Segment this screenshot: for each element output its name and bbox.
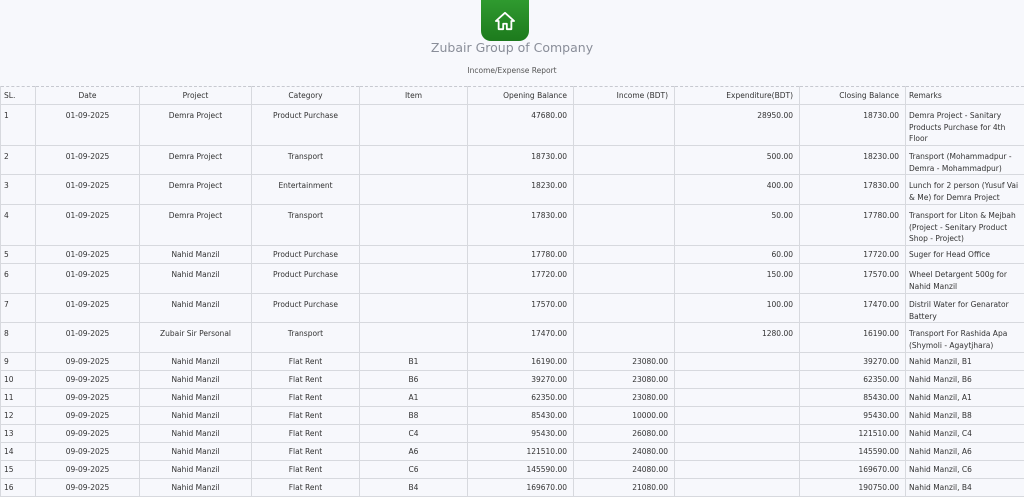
cell-date: 09-09-2025 bbox=[36, 443, 140, 461]
cell-sl: 9 bbox=[1, 353, 36, 371]
cell-sl: 7 bbox=[1, 294, 36, 323]
cell-sl: 2 bbox=[1, 146, 36, 175]
cell-closing-balance: 17830.00 bbox=[800, 175, 906, 205]
cell-closing-balance: 17570.00 bbox=[800, 264, 906, 294]
cell-category: Flat Rent bbox=[252, 479, 360, 497]
cell-sl: 12 bbox=[1, 407, 36, 425]
cell-remarks: Wheel Detargent 500g for Nahid Manzil bbox=[906, 264, 1024, 294]
cell-expenditure bbox=[675, 407, 800, 425]
cell-closing-balance: 17780.00 bbox=[800, 205, 906, 246]
cell-remarks: Transport for Liton & Mejbah (Project - Senitary Product Shop - Project) bbox=[906, 205, 1024, 246]
cell-project: Nahid Manzil bbox=[140, 353, 252, 371]
cell-income bbox=[574, 264, 675, 294]
col-header-item: Item bbox=[360, 87, 468, 105]
cell-project: Nahid Manzil bbox=[140, 294, 252, 323]
cell-item bbox=[360, 175, 468, 205]
cell-date: 01-09-2025 bbox=[36, 246, 140, 264]
cell-opening-balance: 18730.00 bbox=[468, 146, 574, 175]
cell-sl: 13 bbox=[1, 425, 36, 443]
col-header-project: Project bbox=[140, 87, 252, 105]
cell-category: Product Purchase bbox=[252, 264, 360, 294]
cell-item bbox=[360, 105, 468, 146]
cell-item bbox=[360, 264, 468, 294]
cell-project: Nahid Manzil bbox=[140, 479, 252, 497]
col-header-date: Date bbox=[36, 87, 140, 105]
report-title: Income/Expense Report bbox=[0, 66, 1024, 75]
cell-project: Nahid Manzil bbox=[140, 246, 252, 264]
cell-remarks: Nahid Manzil, A6 bbox=[906, 443, 1024, 461]
cell-income bbox=[574, 205, 675, 246]
cell-category: Flat Rent bbox=[252, 443, 360, 461]
cell-expenditure: 28950.00 bbox=[675, 105, 800, 146]
table-header-row bbox=[1, 87, 1024, 105]
table-row bbox=[1, 264, 1024, 294]
cell-date: 09-09-2025 bbox=[36, 389, 140, 407]
cell-sl: 6 bbox=[1, 264, 36, 294]
cell-item: C4 bbox=[360, 425, 468, 443]
table-row bbox=[1, 246, 1024, 264]
table-row bbox=[1, 389, 1024, 407]
cell-closing-balance: 16190.00 bbox=[800, 323, 906, 353]
table-row bbox=[1, 407, 1024, 425]
report-header bbox=[0, 0, 1024, 86]
cell-closing-balance: 190750.00 bbox=[800, 479, 906, 497]
cell-expenditure: 150.00 bbox=[675, 264, 800, 294]
cell-expenditure bbox=[675, 353, 800, 371]
table-row bbox=[1, 425, 1024, 443]
cell-closing-balance: 95430.00 bbox=[800, 407, 906, 425]
cell-income: 23080.00 bbox=[574, 353, 675, 371]
cell-item bbox=[360, 294, 468, 323]
table-row bbox=[1, 175, 1024, 205]
cell-project: Nahid Manzil bbox=[140, 425, 252, 443]
cell-closing-balance: 85430.00 bbox=[800, 389, 906, 407]
table-row bbox=[1, 353, 1024, 371]
cell-item: B8 bbox=[360, 407, 468, 425]
cell-category: Flat Rent bbox=[252, 425, 360, 443]
cell-closing-balance: 121510.00 bbox=[800, 425, 906, 443]
cell-expenditure: 400.00 bbox=[675, 175, 800, 205]
cell-item bbox=[360, 146, 468, 175]
cell-opening-balance: 17470.00 bbox=[468, 323, 574, 353]
cell-remarks: Suger for Head Office bbox=[906, 246, 1024, 264]
cell-sl: 8 bbox=[1, 323, 36, 353]
cell-date: 01-09-2025 bbox=[36, 294, 140, 323]
cell-expenditure: 1280.00 bbox=[675, 323, 800, 353]
cell-project: Nahid Manzil bbox=[140, 389, 252, 407]
cell-closing-balance: 39270.00 bbox=[800, 353, 906, 371]
cell-sl: 10 bbox=[1, 371, 36, 389]
cell-income: 23080.00 bbox=[574, 371, 675, 389]
cell-income bbox=[574, 294, 675, 323]
cell-expenditure: 500.00 bbox=[675, 146, 800, 175]
cell-project: Zubair Sir Personal bbox=[140, 323, 252, 353]
cell-expenditure bbox=[675, 461, 800, 479]
cell-income bbox=[574, 105, 675, 146]
cell-category: Flat Rent bbox=[252, 353, 360, 371]
cell-item: C6 bbox=[360, 461, 468, 479]
cell-remarks: Nahid Manzil, B6 bbox=[906, 371, 1024, 389]
cell-category: Flat Rent bbox=[252, 461, 360, 479]
cell-opening-balance: 18230.00 bbox=[468, 175, 574, 205]
cell-remarks: Transport For Rashida Apa (Shymoli - Agaytjhara) bbox=[906, 323, 1024, 353]
company-name: Zubair Group of Company bbox=[0, 40, 1024, 55]
cell-project: Nahid Manzil bbox=[140, 461, 252, 479]
cell-remarks: Nahid Manzil, C4 bbox=[906, 425, 1024, 443]
home-icon bbox=[494, 11, 516, 31]
cell-remarks: Nahid Manzil, A1 bbox=[906, 389, 1024, 407]
cell-income: 10000.00 bbox=[574, 407, 675, 425]
cell-remarks: Nahid Manzil, C6 bbox=[906, 461, 1024, 479]
cell-item: A1 bbox=[360, 389, 468, 407]
cell-income: 26080.00 bbox=[574, 425, 675, 443]
cell-sl: 5 bbox=[1, 246, 36, 264]
cell-sl: 16 bbox=[1, 479, 36, 497]
cell-expenditure bbox=[675, 443, 800, 461]
cell-opening-balance: 39270.00 bbox=[468, 371, 574, 389]
col-header-remarks: Remarks bbox=[906, 87, 1024, 105]
cell-item: B6 bbox=[360, 371, 468, 389]
report-table bbox=[0, 86, 1024, 497]
table-row bbox=[1, 323, 1024, 353]
cell-closing-balance: 62350.00 bbox=[800, 371, 906, 389]
table-row bbox=[1, 205, 1024, 246]
cell-category: Product Purchase bbox=[252, 294, 360, 323]
cell-date: 01-09-2025 bbox=[36, 175, 140, 205]
cell-date: 01-09-2025 bbox=[36, 323, 140, 353]
cell-project: Demra Project bbox=[140, 105, 252, 146]
col-header-expenditure: Expenditure(BDT) bbox=[675, 87, 800, 105]
cell-opening-balance: 169670.00 bbox=[468, 479, 574, 497]
cell-date: 09-09-2025 bbox=[36, 425, 140, 443]
cell-opening-balance: 85430.00 bbox=[468, 407, 574, 425]
table-row bbox=[1, 294, 1024, 323]
cell-opening-balance: 62350.00 bbox=[468, 389, 574, 407]
col-header-income: Income (BDT) bbox=[574, 87, 675, 105]
cell-sl: 4 bbox=[1, 205, 36, 246]
cell-income: 21080.00 bbox=[574, 479, 675, 497]
cell-project: Demra Project bbox=[140, 146, 252, 175]
cell-opening-balance: 17720.00 bbox=[468, 264, 574, 294]
cell-closing-balance: 17470.00 bbox=[800, 294, 906, 323]
cell-opening-balance: 121510.00 bbox=[468, 443, 574, 461]
table-row bbox=[1, 146, 1024, 175]
cell-opening-balance: 16190.00 bbox=[468, 353, 574, 371]
cell-opening-balance: 95430.00 bbox=[468, 425, 574, 443]
cell-sl: 11 bbox=[1, 389, 36, 407]
cell-project: Nahid Manzil bbox=[140, 264, 252, 294]
cell-project: Nahid Manzil bbox=[140, 371, 252, 389]
cell-income bbox=[574, 323, 675, 353]
cell-category: Transport bbox=[252, 205, 360, 246]
cell-closing-balance: 18230.00 bbox=[800, 146, 906, 175]
cell-closing-balance: 145590.00 bbox=[800, 443, 906, 461]
cell-closing-balance: 169670.00 bbox=[800, 461, 906, 479]
cell-closing-balance: 17720.00 bbox=[800, 246, 906, 264]
col-header-closing: Closing Balance bbox=[800, 87, 906, 105]
cell-category: Transport bbox=[252, 323, 360, 353]
cell-expenditure bbox=[675, 371, 800, 389]
cell-remarks: Nahid Manzil, B4 bbox=[906, 479, 1024, 497]
table-body bbox=[1, 105, 1024, 497]
cell-income: 23080.00 bbox=[574, 389, 675, 407]
cell-remarks: Nahid Manzil, B8 bbox=[906, 407, 1024, 425]
cell-date: 01-09-2025 bbox=[36, 146, 140, 175]
table-row bbox=[1, 371, 1024, 389]
cell-item: B1 bbox=[360, 353, 468, 371]
cell-income bbox=[574, 246, 675, 264]
company-logo bbox=[481, 0, 529, 41]
cell-income bbox=[574, 146, 675, 175]
cell-expenditure bbox=[675, 425, 800, 443]
cell-date: 09-09-2025 bbox=[36, 461, 140, 479]
cell-project: Demra Project bbox=[140, 205, 252, 246]
cell-category: Flat Rent bbox=[252, 407, 360, 425]
cell-date: 09-09-2025 bbox=[36, 371, 140, 389]
cell-opening-balance: 145590.00 bbox=[468, 461, 574, 479]
cell-project: Demra Project bbox=[140, 175, 252, 205]
cell-item: A6 bbox=[360, 443, 468, 461]
cell-category: Transport bbox=[252, 146, 360, 175]
cell-remarks: Demra Project - Sanitary Products Purchase for 4th Floor bbox=[906, 105, 1024, 146]
cell-sl: 15 bbox=[1, 461, 36, 479]
cell-date: 09-09-2025 bbox=[36, 407, 140, 425]
cell-sl: 1 bbox=[1, 105, 36, 146]
cell-remarks: Nahid Manzil, B1 bbox=[906, 353, 1024, 371]
cell-opening-balance: 17780.00 bbox=[468, 246, 574, 264]
col-header-category: Category bbox=[252, 87, 360, 105]
col-header-opening: Opening Balance bbox=[468, 87, 574, 105]
cell-date: 01-09-2025 bbox=[36, 105, 140, 146]
cell-category: Entertainment bbox=[252, 175, 360, 205]
table-row bbox=[1, 443, 1024, 461]
cell-remarks: Distril Water for Genarator Battery bbox=[906, 294, 1024, 323]
cell-income: 24080.00 bbox=[574, 443, 675, 461]
cell-expenditure bbox=[675, 389, 800, 407]
cell-category: Flat Rent bbox=[252, 389, 360, 407]
cell-item bbox=[360, 205, 468, 246]
cell-date: 09-09-2025 bbox=[36, 353, 140, 371]
cell-category: Flat Rent bbox=[252, 371, 360, 389]
cell-date: 09-09-2025 bbox=[36, 479, 140, 497]
cell-opening-balance: 47680.00 bbox=[468, 105, 574, 146]
cell-project: Nahid Manzil bbox=[140, 407, 252, 425]
cell-item bbox=[360, 246, 468, 264]
cell-date: 01-09-2025 bbox=[36, 205, 140, 246]
cell-project: Nahid Manzil bbox=[140, 443, 252, 461]
cell-sl: 14 bbox=[1, 443, 36, 461]
cell-expenditure: 100.00 bbox=[675, 294, 800, 323]
table-row bbox=[1, 461, 1024, 479]
cell-category: Product Purchase bbox=[252, 105, 360, 146]
cell-date: 01-09-2025 bbox=[36, 264, 140, 294]
col-header-sl: SL. bbox=[1, 87, 36, 105]
cell-remarks: Lunch for 2 person (Yusuf Vai & Me) for Demra Project bbox=[906, 175, 1024, 205]
cell-category: Product Purchase bbox=[252, 246, 360, 264]
cell-expenditure: 60.00 bbox=[675, 246, 800, 264]
cell-expenditure: 50.00 bbox=[675, 205, 800, 246]
cell-sl: 3 bbox=[1, 175, 36, 205]
cell-opening-balance: 17830.00 bbox=[468, 205, 574, 246]
cell-item bbox=[360, 323, 468, 353]
cell-opening-balance: 17570.00 bbox=[468, 294, 574, 323]
cell-income: 24080.00 bbox=[574, 461, 675, 479]
cell-income bbox=[574, 175, 675, 205]
table-row bbox=[1, 105, 1024, 146]
cell-remarks: Transport (Mohammadpur - Demra - Mohammadpur) bbox=[906, 146, 1024, 175]
cell-closing-balance: 18730.00 bbox=[800, 105, 906, 146]
cell-item: B4 bbox=[360, 479, 468, 497]
